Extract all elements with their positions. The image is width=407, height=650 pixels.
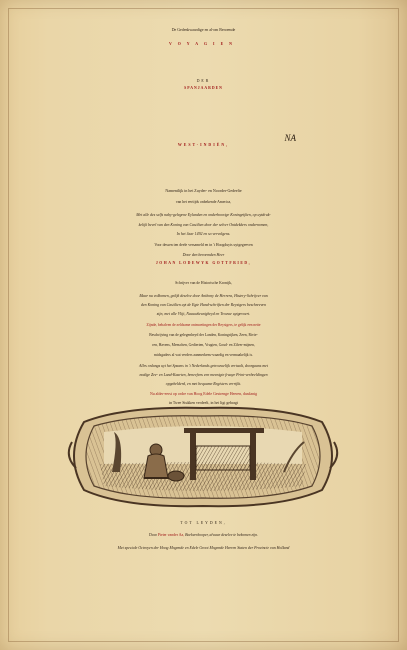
title-der: DER xyxy=(196,79,211,83)
line-kaarten: nodige Zee- en Land-Kaarten, benevfens een meenigte fraaye Print-verbeeldingen xyxy=(139,373,268,377)
line-alles: Alles onlangs uyt het Spaans in 't Nederlands getrouwelijk vertaalt, doorgaans met xyxy=(139,364,268,368)
title-west-indien: WEST-INDIËN, xyxy=(177,143,230,147)
line-midsgaders: midsgaders al wat verders aanmerkens-waardig en vermaakelijk is. xyxy=(154,353,253,357)
line-havens: ren, Havens, Menschen, Gedierten, Vrugten, Goud- en Zilver-mijnen, xyxy=(152,343,255,347)
imprint-line xyxy=(0,533,407,537)
line-ordre: Nu alder-eerst op ordre van Hoog Edele Gestrenge Heeren, dusdanig xyxy=(149,392,258,396)
line-jaar: In het Jaar 1492 en so vervolgens. xyxy=(176,232,231,236)
line-herrera: Maar nu volkomen, gelijk deselve door Anthony de Herrera, Histery-Schrijver van xyxy=(139,294,268,298)
line-america: van het eertijds onbekende America, xyxy=(175,200,232,204)
subtitle-line-1: De Gedenkwaardige en al-om Beroemde xyxy=(171,28,236,32)
line-kronijk: Schrijver van de Historische Kronijk, xyxy=(175,281,232,285)
publisher-name: Pieter vander Aa, xyxy=(157,533,185,537)
title-na: NA xyxy=(284,133,296,143)
engraved-vignette xyxy=(64,402,342,510)
line-handschriften: den Koning van Castilien uyt de Egte Hand-schriften der Reysigers beschreeven xyxy=(141,303,266,307)
title-spanjaarden: SPANJAARDEN xyxy=(184,86,223,90)
line-namentlijk: Namentlijk in het Zuyder- en Noorder-Gedeelte xyxy=(165,188,242,193)
place-leyden: TOT LEYDEN, xyxy=(180,521,227,525)
line-hoogduyts: Voor dessen ten deele versameld en in 't Hoogduyts uytgegeeven xyxy=(154,243,253,247)
imprint-rest: Boekverkooper, alwaar deselve te bekomen zijn. xyxy=(185,533,258,537)
author-name: JOHAN LODEWYK GOTTFRIED, xyxy=(155,261,252,265)
line-eylanden: Met alle des selfs naby-gelegene Eylanden en onderhoorige Koningrijken, op uytdruk- xyxy=(136,213,271,217)
privilege-line: Met speciale Octroyen der Hoog Mogende en Edele Groot Mogende Heeren Staten der Provincie van Holland xyxy=(117,546,290,550)
imprint-prefix: Door xyxy=(149,533,157,537)
line-beschrijving: Beschrijving van de gelegenheyd der Landen, Koningrijken, Zeen, Rivie- xyxy=(149,333,258,337)
line-registers: opgehelderd, en met bequame Registers verrijkt. xyxy=(165,382,242,386)
line-door-den: Door den beroemden Heer xyxy=(182,253,225,257)
line-vlijt: zijn, met alle Vlijt, Naauwkeurigheyd en Trouwe uytgevoert. xyxy=(156,312,251,316)
line-twee-stukken: in Twee Stukken verdeelt, in het ligt gebragt xyxy=(168,401,239,405)
line-zijnde: Zijnde, behalven de zeldsame ontmoetingen der Reysigers, te gelijk een nette xyxy=(146,323,261,327)
title-voyagien: VOYAGIEN xyxy=(169,42,238,46)
line-castilien: kelijk bevel van den Koning van Castilien door der selver Ontdekkers ondernomen, xyxy=(138,223,269,227)
